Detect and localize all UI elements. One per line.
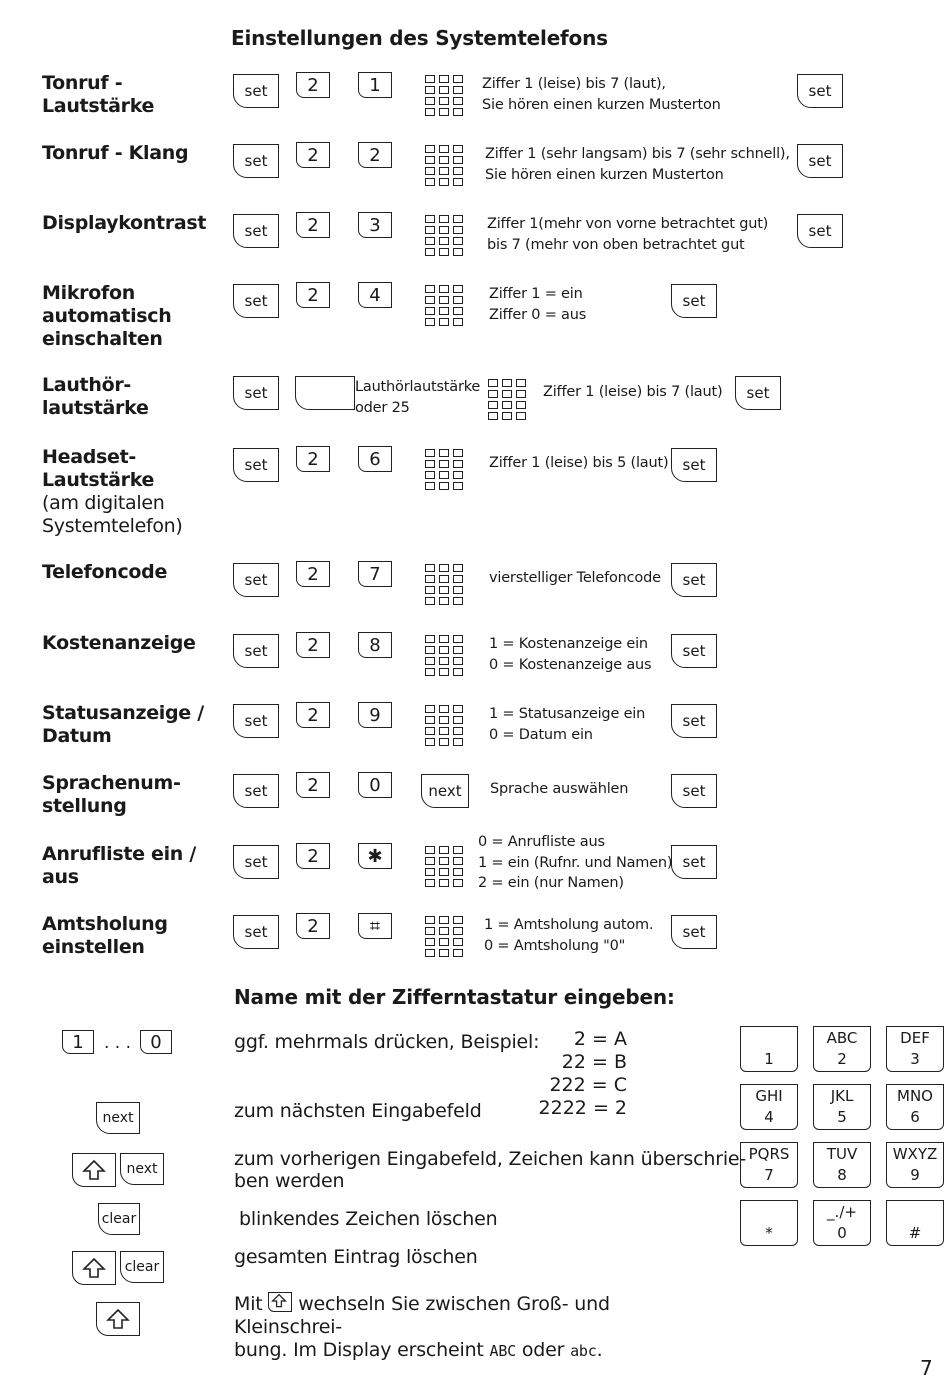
shift-arrow-icon: [82, 1257, 106, 1279]
keypad-digit: #: [908, 1224, 922, 1242]
setting-label: [42, 282, 172, 351]
digit-key[interactable]: 1: [358, 72, 392, 98]
clear-key[interactable]: clear: [120, 1251, 164, 1283]
digit-key[interactable]: 0: [358, 772, 392, 798]
case-toggle-text-2: bung. Im Display erscheint: [234, 1339, 484, 1361]
set-key[interactable]: set: [671, 634, 717, 668]
display-upper: ABC: [489, 1342, 517, 1360]
keypad-grid-icon: [425, 846, 465, 888]
setting-label: [42, 632, 196, 655]
keypad-key[interactable]: [740, 1142, 798, 1188]
setting-label-line: lautstärke: [42, 397, 149, 419]
keypad-digit: 2: [837, 1050, 847, 1068]
setting-label-line: Amtsholung: [42, 913, 168, 935]
keypad-digit: 3: [910, 1050, 920, 1068]
press-repeatedly-text: ggf. mehrmals drücken, Beispiel:: [234, 1031, 540, 1053]
setting-description: [489, 568, 661, 589]
setting-description-line: Ziffer 1 (sehr langsam) bis 7 (sehr schnell),: [485, 146, 790, 162]
digit-key[interactable]: ⌗: [358, 913, 392, 939]
set-key[interactable]: set: [671, 915, 717, 949]
setting-label-line: automatisch: [42, 305, 172, 327]
setting-description-line: 0 = Amtsholung "0": [484, 937, 626, 954]
key-1[interactable]: 1: [62, 1030, 94, 1054]
digit-key[interactable]: 2: [296, 702, 330, 728]
blank-key[interactable]: [295, 376, 355, 410]
digit-key[interactable]: 7: [358, 561, 392, 587]
keypad-digit: 0: [837, 1224, 847, 1242]
keypad-letters: JKL: [830, 1087, 854, 1105]
lauthoer-text: [355, 377, 480, 418]
set-key[interactable]: set: [671, 704, 717, 738]
setting-label-line: Lautstärke: [42, 469, 155, 491]
keypad-key[interactable]: [740, 1084, 798, 1130]
setting-label: [42, 374, 149, 420]
setting-description-line: bis 7 (mehr von oben betrachtet gut: [487, 236, 745, 253]
digit-key[interactable]: 2: [296, 212, 330, 238]
set-key[interactable]: set: [671, 284, 717, 318]
keypad-key[interactable]: [886, 1200, 944, 1246]
set-key[interactable]: set: [233, 74, 279, 108]
digit-key[interactable]: 2: [296, 632, 330, 658]
setting-label-line: Displaykontrast: [42, 212, 207, 234]
digit-key[interactable]: 2: [296, 142, 330, 168]
set-key[interactable]: set: [233, 376, 279, 410]
keypad-letters: DEF: [900, 1029, 930, 1047]
set-key[interactable]: set: [671, 448, 717, 482]
setting-label: [42, 142, 188, 165]
setting-description-line: 1 = Amtsholung autom.: [484, 917, 654, 933]
clear-key[interactable]: clear: [98, 1203, 140, 1235]
setting-description-line: Ziffer 1 (leise) bis 7 (laut),: [482, 76, 666, 92]
setting-label: [42, 913, 168, 959]
digit-key[interactable]: 2: [296, 772, 330, 798]
keypad-digit: 4: [764, 1108, 774, 1126]
keypad-key[interactable]: [813, 1142, 871, 1188]
setting-description: [489, 453, 668, 474]
setting-label-line: aus: [42, 866, 79, 888]
keypad-letters: TUV: [826, 1145, 858, 1163]
setting-label: [42, 72, 154, 118]
set-key[interactable]: set: [233, 214, 279, 248]
setting-description-line: vierstelliger Telefoncode: [489, 570, 661, 586]
keypad-letters: ABC: [826, 1029, 858, 1047]
digit-key[interactable]: 2: [358, 142, 392, 168]
keypad-grid-icon: [425, 215, 465, 257]
keypad-key[interactable]: [813, 1084, 871, 1130]
keypad-grid-icon: [425, 145, 465, 187]
previous-field-text: zum vorherigen Eingabefeld, Zeichen kann überschrie-: [234, 1148, 747, 1170]
keypad-key[interactable]: [740, 1200, 798, 1246]
keypad-grid-icon: [425, 75, 465, 117]
setting-description-line: Ziffer 1 = ein: [489, 286, 583, 302]
setting-description-line: 0 = Datum ein: [489, 726, 593, 743]
set-key[interactable]: set: [233, 915, 279, 949]
setting-description-line: Sie hören einen kurzen Musterton: [485, 166, 724, 183]
setting-description: [484, 915, 653, 956]
keypad-digit: 9: [910, 1166, 920, 1184]
period: .: [596, 1339, 603, 1361]
digit-key[interactable]: 2: [296, 282, 330, 308]
keypad-key[interactable]: [813, 1026, 871, 1072]
digit-key[interactable]: 2: [296, 843, 330, 869]
digit-key[interactable]: 2: [296, 561, 330, 587]
set-key[interactable]: set: [671, 845, 717, 879]
keypad-digit: 5: [837, 1108, 847, 1126]
setting-label-line: Mikrofon: [42, 282, 135, 304]
keypad-key[interactable]: [886, 1142, 944, 1188]
setting-description-line: Ziffer 0 = aus: [489, 306, 587, 323]
lauthoer-text-line: Lauthörlautstärke: [355, 379, 481, 395]
setting-description: [490, 779, 628, 800]
keypad-digit: 1: [764, 1050, 774, 1068]
delete-entry-text: gesamten Eintrag löschen: [234, 1246, 478, 1268]
keypad-letters: GHI: [755, 1087, 783, 1105]
setting-description: [489, 284, 586, 325]
example-line: 2 = A: [573, 1028, 627, 1050]
keypad-digit: *: [765, 1224, 773, 1242]
digit-key[interactable]: 6: [358, 446, 392, 472]
setting-label-line: Anrufliste ein /: [42, 843, 196, 865]
example-line: 22 = B: [561, 1051, 627, 1073]
keypad-grid-icon: [488, 379, 528, 421]
set-key[interactable]: set: [233, 563, 279, 597]
keypad-letters: [741, 1029, 797, 1048]
mit-word: Mit: [234, 1293, 263, 1315]
setting-label-line: Tonruf -: [42, 72, 123, 94]
keypad-key[interactable]: [740, 1026, 798, 1072]
key-0[interactable]: 0: [140, 1030, 172, 1054]
setting-label-line: Headset-: [42, 446, 136, 468]
keypad-grid-icon: [425, 916, 465, 958]
case-toggle-text-1: wechseln Sie zwischen Groß- und Kleinschrei-: [234, 1293, 610, 1338]
set-key[interactable]: set: [797, 214, 843, 248]
keypad-key[interactable]: [886, 1026, 944, 1072]
keypad-letters: _./+: [827, 1203, 857, 1221]
set-key[interactable]: set: [233, 144, 279, 178]
setting-description-line: 2 = ein (nur Namen): [478, 875, 624, 891]
setting-description: [485, 144, 790, 185]
setting-label-line: Tonruf - Klang: [42, 142, 189, 164]
setting-description-line: 0 = Anrufliste aus: [478, 834, 605, 850]
setting-description: [489, 704, 645, 745]
digit-key[interactable]: 2: [296, 446, 330, 472]
digit-key[interactable]: 2: [296, 913, 330, 939]
set-key[interactable]: set: [671, 563, 717, 597]
delete-char-text: blinkendes Zeichen löschen: [239, 1208, 498, 1230]
setting-description-line: Ziffer 1(mehr von vorne betrachtet gut): [487, 216, 769, 232]
set-key[interactable]: set: [233, 845, 279, 879]
setting-label-line: Telefoncode: [42, 561, 168, 583]
keypad-key[interactable]: [886, 1084, 944, 1130]
set-key[interactable]: set: [735, 376, 781, 410]
keypad-letters: PQRS: [748, 1145, 790, 1163]
keys-range-dots: . . .: [104, 1033, 132, 1053]
keypad-digit: 8: [837, 1166, 847, 1184]
setting-label-sub: (am digitalen: [42, 492, 165, 514]
digit-key[interactable]: 4: [358, 282, 392, 308]
setting-label-line: Statusanzeige /: [42, 702, 204, 724]
keypad-digit: 7: [764, 1166, 774, 1184]
keypad-letters: [741, 1203, 797, 1222]
setting-label-line: einschalten: [42, 328, 163, 350]
setting-label: [42, 446, 183, 538]
digit-key[interactable]: 8: [358, 632, 392, 658]
setting-description: [482, 74, 721, 115]
setting-label-line: stellung: [42, 795, 127, 817]
set-key[interactable]: set: [233, 634, 279, 668]
shift-arrow-icon: [106, 1308, 130, 1330]
next-key[interactable]: next: [120, 1153, 164, 1185]
setting-description-line: 1 = Statusanzeige ein: [489, 706, 646, 722]
keypad-letters: WXYZ: [892, 1145, 938, 1163]
setting-description-line: Ziffer 1 (leise) bis 5 (laut): [489, 455, 669, 471]
setting-description: [478, 832, 672, 894]
case-toggle-text: [234, 1292, 714, 1363]
name-entry-heading: Name mit der Zifferntastatur eingeben:: [234, 985, 675, 1009]
next-key[interactable]: next: [96, 1102, 140, 1134]
lauthoer-text-line: oder 25: [355, 399, 410, 416]
setting-label: [42, 772, 181, 818]
settings-heading: Einstellungen des Systemtelefons: [231, 26, 608, 50]
digit-key[interactable]: 3: [358, 212, 392, 238]
set-key[interactable]: set: [233, 448, 279, 482]
setting-label-line: Sprachenum-: [42, 772, 181, 794]
setting-label-sub: Systemtelefon): [42, 515, 183, 537]
setting-label: [42, 843, 196, 889]
setting-label-line: Lauthör-: [42, 374, 131, 396]
set-key[interactable]: set: [233, 704, 279, 738]
set-key[interactable]: set: [797, 144, 843, 178]
setting-label-line: Lautstärke: [42, 95, 155, 117]
setting-description-line: 1 = Kostenanzeige ein: [489, 636, 648, 652]
setting-description: [543, 382, 722, 403]
keypad-key[interactable]: [813, 1200, 871, 1246]
set-key[interactable]: set: [671, 774, 717, 808]
shift-arrow-icon: [82, 1159, 106, 1181]
setting-description: [489, 634, 651, 675]
example-line: 2222 = 2: [538, 1097, 627, 1119]
inline-shift-icon: [268, 1292, 292, 1312]
or-word: oder: [521, 1339, 565, 1361]
setting-label: [42, 212, 206, 235]
digit-key[interactable]: ✱: [358, 843, 392, 869]
set-key[interactable]: set: [233, 284, 279, 318]
setting-label: [42, 561, 167, 584]
setting-label-line: Kostenanzeige: [42, 632, 196, 654]
page-number: 7: [920, 1356, 933, 1380]
setting-description: [487, 214, 768, 255]
keypad-letters: MNO: [897, 1087, 933, 1105]
digit-key[interactable]: 9: [358, 702, 392, 728]
keypad-grid-icon: [425, 285, 465, 327]
digit-key[interactable]: 2: [296, 72, 330, 98]
set-key[interactable]: set: [797, 74, 843, 108]
keypad-grid-icon: [425, 449, 465, 491]
set-key[interactable]: set: [233, 774, 279, 808]
setting-label-line: Datum: [42, 725, 112, 747]
next-field-text: zum nächsten Eingabefeld: [234, 1100, 482, 1122]
keypad-grid-icon: [425, 564, 465, 606]
setting-description-line: 0 = Kostenanzeige aus: [489, 656, 652, 673]
keypad-letters: [887, 1203, 943, 1222]
setting-label: [42, 702, 204, 748]
keypad-digit: 6: [910, 1108, 920, 1126]
keypad-grid-icon: [425, 705, 465, 747]
example-line: 222 = C: [549, 1074, 627, 1096]
setting-description-line: Sprache auswählen: [490, 781, 629, 797]
setting-label-line: einstellen: [42, 936, 145, 958]
previous-field-text-cont: ben werden: [234, 1170, 345, 1192]
shift-key[interactable]: [72, 1153, 116, 1187]
setting-description-line: Ziffer 1 (leise) bis 7 (laut): [543, 384, 723, 400]
setting-description-line: Sie hören einen kurzen Musterton: [482, 96, 721, 113]
display-lower: abc: [570, 1342, 597, 1360]
keypad-grid-icon: [425, 635, 465, 677]
setting-description-line: 1 = ein (Rufnr. und Namen): [478, 854, 673, 871]
next-key[interactable]: next: [421, 774, 469, 808]
shift-key[interactable]: [96, 1302, 140, 1336]
shift-key[interactable]: [72, 1251, 116, 1285]
